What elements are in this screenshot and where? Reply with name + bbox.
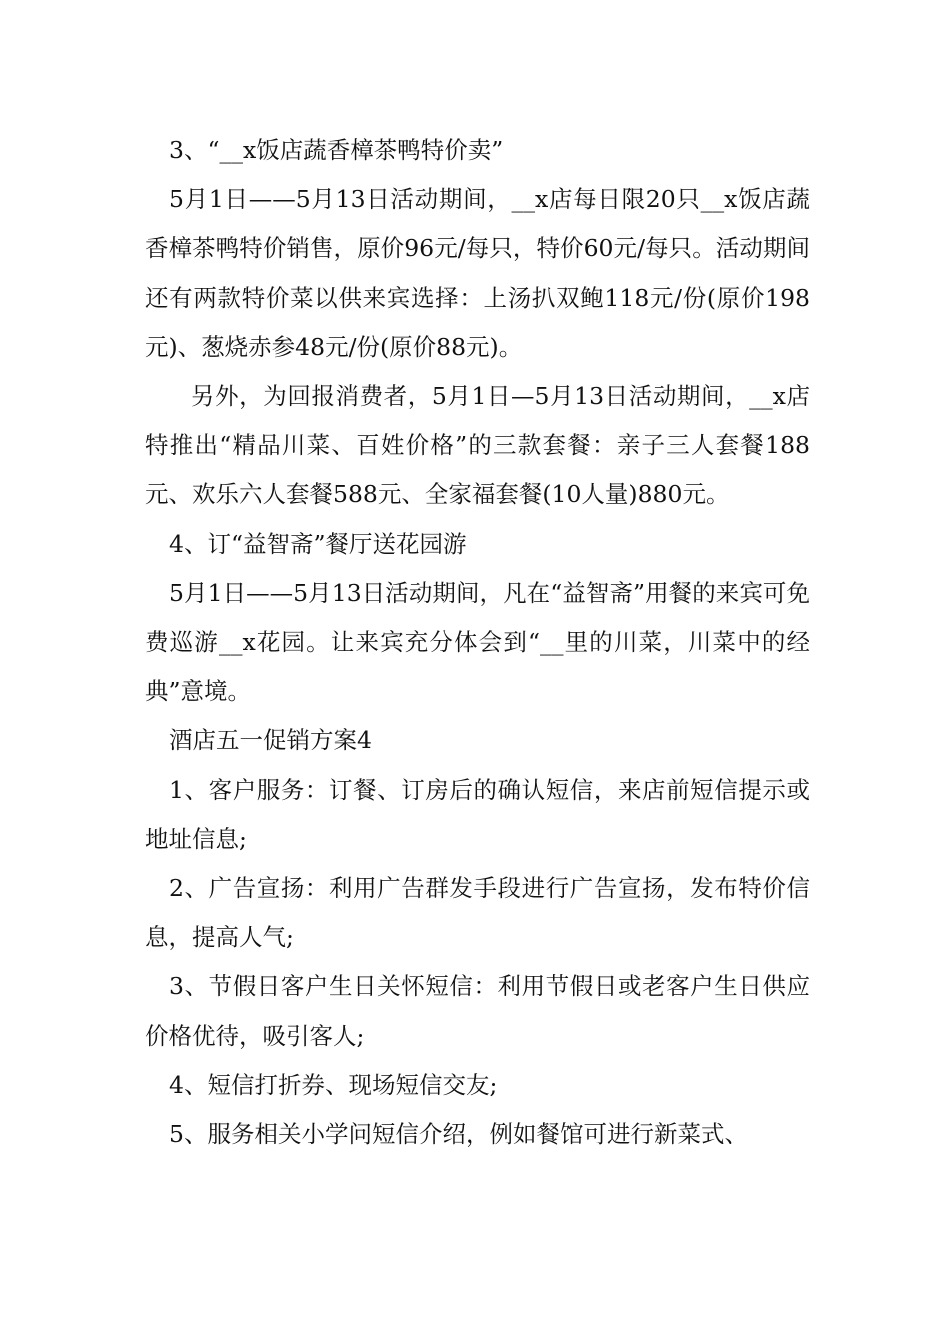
paragraph-item-4-heading: 4、订“益智斋”餐厅送花园游	[169, 529, 467, 558]
document-body	[145, 126, 810, 1159]
paragraph-set-meals: 另外，为回报消费者，5月1日—5月13日活动期间，__x店特推出“精品川菜、百姓价格”的三款套餐：亲子三人套餐188元、欢乐六人套餐588元、全家福套餐(10人量)880元。	[145, 382, 810, 509]
section-title-plan-4: 酒店五一促销方案4	[169, 726, 372, 755]
paragraph-sms-coupons: 4、短信打折券、现场短信交友;	[169, 1070, 498, 1099]
paragraph-holiday-sms: 3、节假日客户生日关怀短信：利用节假日或老客户生日供应价格优待，吸引客人;	[145, 972, 810, 1050]
paragraph-duck-promotion: 5月1日——5月13日活动期间，__x店每日限20只__x饭店蔬香樟茶鸭特价销售，原价96元/每只，特价60元/每只。活动期间还有两款特价菜以供来宾选择：上汤扒双鲍118元/份(原价198元)、葱烧赤参48元/份(原价88元)。	[145, 185, 810, 361]
paragraph-advertising: 2、广告宣扬：利用广告群发手段进行广告宣扬，发布特价信息，提高人气;	[145, 874, 810, 952]
paragraph-garden-tour: 5月1日——5月13日活动期间，凡在“益智斋”用餐的来宾可免费巡游__x花园。让来宾充分体会到“__里的川菜，川菜中的经典”意境。	[145, 578, 810, 706]
paragraph-item-3-heading: 3、“__x饭店蔬香樟茶鸭特价卖”	[169, 136, 504, 164]
paragraph-customer-service: 1、客户服务：订餐、订房后的确认短信，来店前短信提示或地址信息;	[145, 775, 810, 853]
paragraph-service-tips: 5、服务相关小学问短信介绍，例如餐馆可进行新菜式、	[169, 1120, 748, 1149]
